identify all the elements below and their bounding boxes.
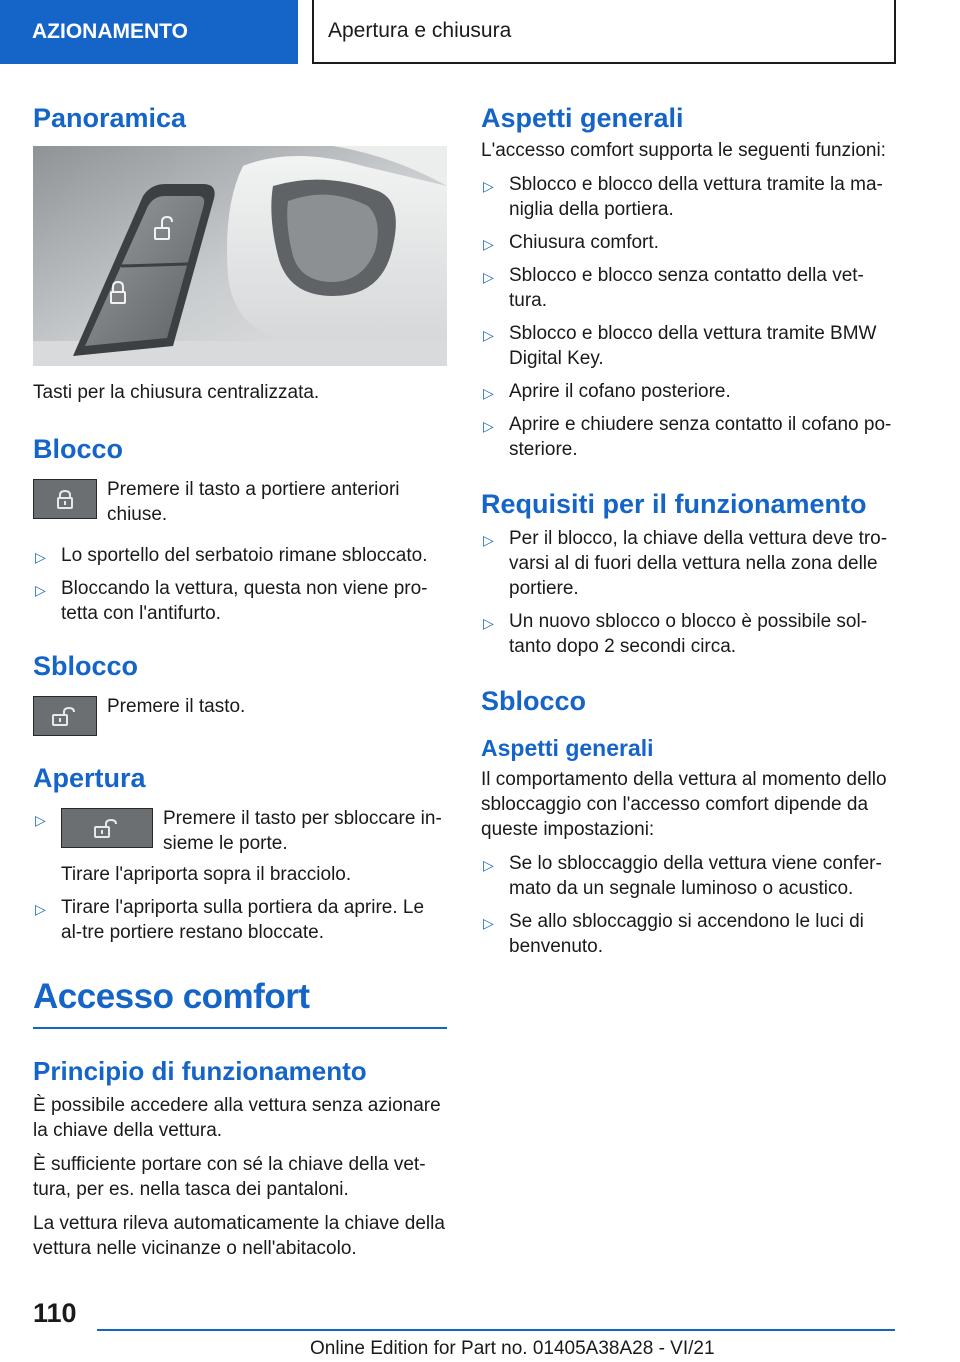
principle-paragraph-3: La vettura rileva automaticamente la chiave della vettura nelle vicinanze o nell'abitacolo.: [33, 1213, 445, 1259]
principle-paragraph-2: È sufficiente portare con sé la chiave della vet-tura, per es. nella tasca dei pantaloni.: [33, 1154, 426, 1200]
general-heading: Aspetti generali: [481, 103, 684, 133]
triangle-right-icon: ▷: [483, 178, 494, 194]
triangle-right-icon: ▷: [35, 901, 46, 917]
list-item: ▷ Per il blocco, la chiave della vettura deve tro-varsi al di fuori della vettura nella zona delle portiere.: [483, 528, 888, 599]
lock-bullet-list: [33, 543, 447, 626]
lock-heading: Blocco: [33, 434, 124, 464]
comfort-access-heading: Accesso comfort: [33, 975, 447, 1029]
image-caption: Tasti per la chiusura centralizzata.: [33, 382, 320, 403]
list-item: ▷ Sblocco e blocco senza contatto della vet-tura.: [483, 265, 864, 311]
general-intro: L'accesso comfort supporta le seguenti funzioni:: [481, 140, 886, 161]
lock-key-row: [33, 477, 447, 527]
requirements-bullet-list: [481, 526, 893, 659]
header-section-label: AZIONAMENTO: [32, 20, 188, 43]
list-item: ▷ Se allo sbloccaggio si accendono le luci di benvenuto.: [483, 911, 864, 957]
list-item: ▷ Un nuovo sblocco o blocco è possibile sol-tanto dopo 2 secondi circa.: [483, 611, 868, 657]
door-lock-buttons-image: [33, 146, 447, 366]
list-item: ▷ Sblocco e blocco della vettura tramite BMW Digital Key.: [483, 323, 877, 369]
list-item: ▷ Aprire e chiudere senza contatto il cofano po-steriore.: [483, 414, 892, 460]
right-column: [481, 100, 893, 967]
requirements-heading: Requisiti per il funzionamento: [481, 489, 867, 519]
principle-heading: Principio di funzionamento: [33, 1056, 367, 1086]
list-item: [33, 806, 447, 887]
page-number: 110: [33, 1298, 77, 1328]
triangle-right-icon: ▷: [483, 418, 494, 434]
triangle-right-icon: ▷: [483, 236, 494, 252]
open-heading: Apertura: [33, 763, 146, 793]
triangle-right-icon: ▷: [35, 812, 46, 828]
header-section-tab[interactable]: [0, 0, 298, 64]
unlock-button-icon: [33, 696, 97, 736]
general-bullet-list: [481, 172, 893, 462]
triangle-right-icon: ▷: [483, 532, 494, 548]
triangle-right-icon: ▷: [483, 385, 494, 401]
triangle-right-icon: ▷: [483, 615, 494, 631]
list-item: ▷ Lo sportello del serbatoio rimane sbloccato.: [33, 543, 447, 568]
header-title: Apertura e chiusura: [328, 19, 512, 42]
unlock-section-heading: Sblocco: [481, 686, 587, 716]
unlock-key-row: [33, 694, 447, 736]
footer-divider: [97, 1329, 895, 1331]
unlock-intro: Il comportamento della vettura al momento dello sbloccaggio con l'accesso comfort dipende da queste impostazioni:: [481, 769, 887, 840]
unlock-key-text: Premere il tasto.: [107, 696, 246, 717]
unlock-button-icon: [61, 808, 153, 848]
open-key-text: Premere il tasto per sbloccare in-sieme le porte.: [163, 808, 442, 854]
triangle-right-icon: ▷: [483, 327, 494, 343]
unlock-heading: Sblocco: [33, 651, 139, 681]
lock-key-text: Premere il tasto a portiere anteriori chiuse.: [107, 479, 400, 525]
list-item: ▷ Se lo sbloccaggio della vettura viene confer-mato da un segnale luminoso o acustico.: [483, 853, 882, 899]
list-item: ▷ Aprire il cofano posteriore.: [481, 379, 893, 404]
list-item: ▷ Chiusura comfort.: [481, 230, 893, 255]
list-item: ▷ Sblocco e blocco della vettura tramite la ma-niglia della portiera.: [483, 174, 883, 220]
triangle-right-icon: ▷: [483, 915, 494, 931]
triangle-right-icon: ▷: [35, 582, 46, 598]
unlock-general-subheading: Aspetti generali: [481, 735, 654, 761]
left-column: [33, 100, 447, 1270]
list-item: ▷ Bloccando la vettura, questa non viene pro-tetta con l'antifurto.: [35, 578, 428, 624]
lock-button-icon: [33, 479, 97, 519]
header-title-box: [312, 0, 896, 64]
triangle-right-icon: ▷: [35, 549, 46, 565]
unlock-bullet-list: [481, 851, 893, 959]
overview-heading: Panoramica: [33, 103, 187, 133]
triangle-right-icon: ▷: [483, 857, 494, 873]
open-sub-text: Tirare l'apriporta sopra il bracciolo.: [61, 864, 352, 885]
principle-paragraph-1: È possibile accedere alla vettura senza azionare la chiave della vettura.: [33, 1095, 441, 1141]
edition-text: Online Edition for Part no. 01405A38A28 - VI/21: [310, 1338, 715, 1359]
open-bullet-list: [33, 806, 447, 945]
triangle-right-icon: ▷: [483, 269, 494, 285]
list-item: ▷ Tirare l'apriporta sulla portiera da aprire. Le al-tre portiere restano bloccate.: [35, 897, 425, 943]
